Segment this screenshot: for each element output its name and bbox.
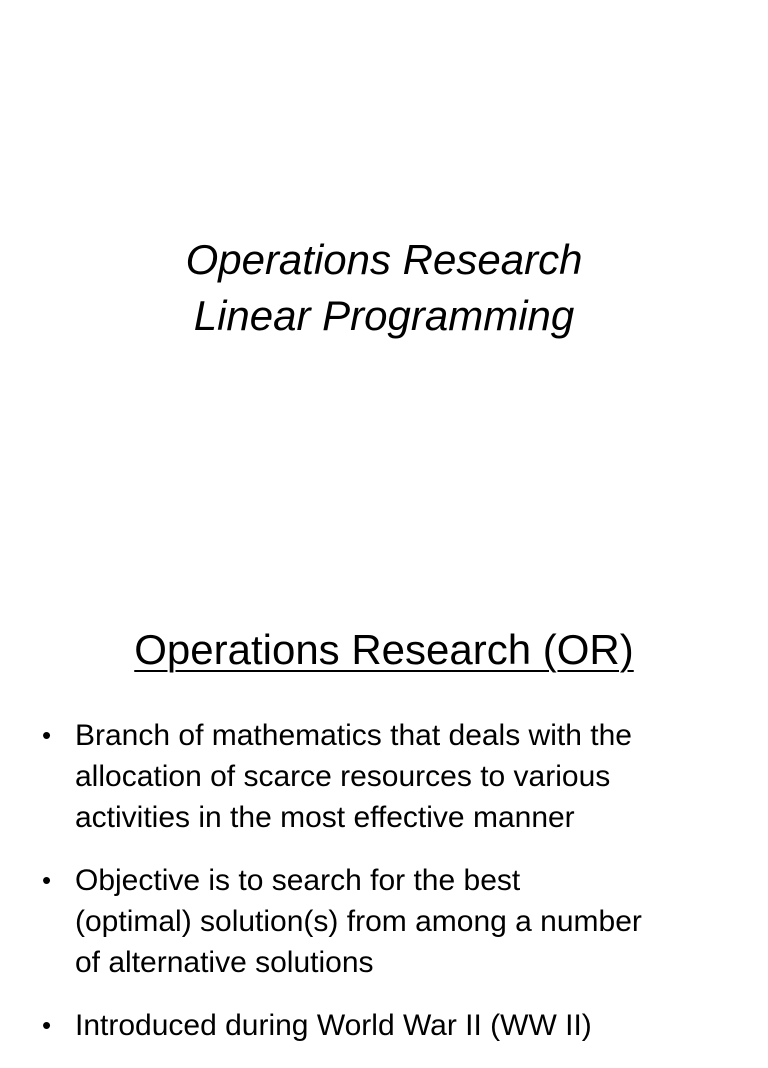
- bullet-item: [0, 715, 768, 838]
- title-line-2: Linear Programming: [193, 292, 575, 339]
- bullet-dot-icon: •: [42, 720, 52, 750]
- bullet-text-line: allocation of scarce resources to various: [75, 760, 611, 793]
- bullet-text-line: activities in the most effective manner: [75, 801, 575, 834]
- bullet-text-line: Objective is to search for the best: [75, 864, 521, 897]
- slide-title: [0, 232, 768, 344]
- bullet-text-line: of alternative solutions: [75, 946, 374, 979]
- bullet-text-line: (optimal) solution(s) from among a number: [75, 905, 642, 938]
- bullet-text-line: Introduced during World War II (WW II): [75, 1009, 592, 1042]
- bullet-dot-icon: •: [42, 865, 52, 895]
- bullet-list: [0, 715, 768, 1068]
- bullet-item: [0, 1005, 768, 1046]
- bullet-item: [0, 860, 768, 983]
- bullet-text-line: Branch of mathematics that deals with the: [75, 719, 632, 752]
- title-line-1: Operations Research: [185, 236, 583, 283]
- section-heading: Operations Research (OR): [134, 626, 634, 673]
- bullet-dot-icon: •: [42, 1010, 52, 1040]
